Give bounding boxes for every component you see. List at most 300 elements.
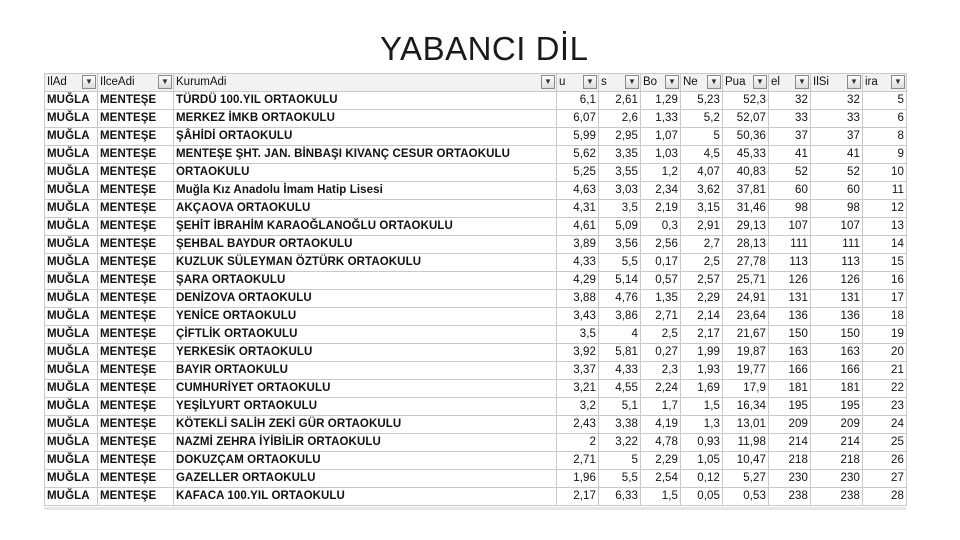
table-cell-il-ad[interactable]: MUĞLA (45, 182, 98, 200)
filter-dropdown-icon[interactable]: ▼ (583, 75, 597, 89)
table-cell-col-u[interactable]: 2 (557, 434, 599, 452)
table-cell-ilce-adi[interactable]: MENTEŞE (98, 290, 174, 308)
table-cell-col-il-sira[interactable]: 163 (811, 344, 863, 362)
table-cell-col-el[interactable]: 52 (769, 164, 811, 182)
table-cell-col-s[interactable]: 4,76 (599, 290, 641, 308)
table-cell-col-bo[interactable]: 1,33 (641, 110, 681, 128)
table-cell-col-ne[interactable]: 2,14 (681, 308, 723, 326)
table-cell-col-bo[interactable]: 2,54 (641, 470, 681, 488)
table-cell-col-puan[interactable]: 21,67 (723, 326, 769, 344)
table-cell-col-sira[interactable]: 6 (863, 110, 907, 128)
table-cell-col-sira[interactable]: 19 (863, 326, 907, 344)
table-cell-col-puan[interactable]: 24,91 (723, 290, 769, 308)
table-cell-ilce-adi[interactable]: MENTEŞE (98, 452, 174, 470)
table-cell-col-sira[interactable]: 20 (863, 344, 907, 362)
filter-dropdown-icon[interactable]: ▼ (541, 75, 555, 89)
table-row[interactable] (45, 200, 907, 218)
table-cell-col-sira[interactable]: 10 (863, 164, 907, 182)
table-cell-col-s[interactable]: 4,33 (599, 362, 641, 380)
table-cell-col-sira[interactable]: 26 (863, 452, 907, 470)
table-cell-kurum-adi[interactable]: KAFACA 100.YIL ORTAOKULU (174, 488, 557, 506)
table-cell-col-puan[interactable]: 28,13 (723, 236, 769, 254)
table-cell-col-s[interactable]: 5,5 (599, 470, 641, 488)
table-cell-col-u[interactable]: 4,31 (557, 200, 599, 218)
table-cell-kurum-adi[interactable]: KÖTEKLİ SALİH ZEKİ GÜR ORTAOKULU (174, 416, 557, 434)
table-cell-col-ne[interactable]: 3,62 (681, 182, 723, 200)
table-cell-col-bo[interactable]: 2,34 (641, 182, 681, 200)
table-cell-il-ad[interactable]: MUĞLA (45, 434, 98, 452)
table-cell-col-puan[interactable]: 16,34 (723, 398, 769, 416)
table-cell-col-il-sira[interactable]: 113 (811, 254, 863, 272)
table-cell-ilce-adi[interactable]: MENTEŞE (98, 380, 174, 398)
table-cell-il-ad[interactable]: MUĞLA (45, 326, 98, 344)
table-cell-col-sira[interactable]: 9 (863, 146, 907, 164)
filter-dropdown-icon[interactable]: ▼ (891, 75, 905, 89)
table-cell-col-puan[interactable]: 19,77 (723, 362, 769, 380)
table-cell-col-bo[interactable]: 1,7 (641, 398, 681, 416)
table-cell-col-sira[interactable]: 17 (863, 290, 907, 308)
table-cell-col-bo[interactable]: 1,35 (641, 290, 681, 308)
column-header-col-u[interactable] (557, 74, 599, 92)
table-row[interactable] (45, 110, 907, 128)
table-cell-ilce-adi[interactable]: MENTEŞE (98, 272, 174, 290)
table-cell-col-il-sira[interactable]: 60 (811, 182, 863, 200)
table-cell-kurum-adi[interactable]: AKÇAOVA ORTAOKULU (174, 200, 557, 218)
table-cell-col-ne[interactable]: 2,57 (681, 272, 723, 290)
table-row[interactable] (45, 308, 907, 326)
table-cell-col-il-sira[interactable]: 214 (811, 434, 863, 452)
table-cell-ilce-adi[interactable]: MENTEŞE (98, 344, 174, 362)
table-cell-ilce-adi[interactable]: MENTEŞE (98, 146, 174, 164)
column-header-col-il-sira[interactable] (811, 74, 863, 92)
table-row[interactable] (45, 434, 907, 452)
table-cell-col-puan[interactable]: 25,71 (723, 272, 769, 290)
table-cell-kurum-adi[interactable]: GAZELLER ORTAOKULU (174, 470, 557, 488)
table-row[interactable] (45, 416, 907, 434)
table-cell-col-bo[interactable]: 2,29 (641, 452, 681, 470)
table-cell-col-il-sira[interactable]: 195 (811, 398, 863, 416)
table-row[interactable] (45, 380, 907, 398)
table-cell-col-u[interactable]: 3,5 (557, 326, 599, 344)
table-cell-col-el[interactable]: 136 (769, 308, 811, 326)
column-header-col-puan[interactable] (723, 74, 769, 92)
table-cell-col-sira[interactable]: 21 (863, 362, 907, 380)
column-header-col-s[interactable] (599, 74, 641, 92)
table-row[interactable] (45, 128, 907, 146)
table-cell-col-il-sira[interactable]: 218 (811, 452, 863, 470)
table-cell-col-puan[interactable]: 40,83 (723, 164, 769, 182)
table-cell-kurum-adi[interactable]: NAZMİ ZEHRA İYİBİLİR ORTAOKULU (174, 434, 557, 452)
table-row[interactable] (45, 326, 907, 344)
table-cell-ilce-adi[interactable]: MENTEŞE (98, 470, 174, 488)
table-cell-col-il-sira[interactable]: 37 (811, 128, 863, 146)
table-cell-il-ad[interactable]: MUĞLA (45, 200, 98, 218)
table-cell-col-puan[interactable]: 27,78 (723, 254, 769, 272)
column-header-col-sira[interactable] (863, 74, 907, 92)
table-cell-kurum-adi[interactable]: BAYIR ORTAOKULU (174, 362, 557, 380)
table-cell-col-il-sira[interactable]: 230 (811, 470, 863, 488)
table-cell-col-bo[interactable]: 2,19 (641, 200, 681, 218)
filter-dropdown-icon[interactable]: ▼ (82, 75, 96, 89)
table-cell-col-ne[interactable]: 0,93 (681, 434, 723, 452)
table-row[interactable] (45, 272, 907, 290)
table-cell-col-puan[interactable]: 50,36 (723, 128, 769, 146)
table-cell-kurum-adi[interactable]: ÇİFTLİK ORTAOKULU (174, 326, 557, 344)
table-cell-col-bo[interactable]: 2,71 (641, 308, 681, 326)
table-cell-col-ne[interactable]: 2,29 (681, 290, 723, 308)
table-cell-col-el[interactable]: 32 (769, 92, 811, 110)
table-cell-il-ad[interactable]: MUĞLA (45, 398, 98, 416)
table-cell-ilce-adi[interactable]: MENTEŞE (98, 110, 174, 128)
table-cell-col-u[interactable]: 2,43 (557, 416, 599, 434)
table-cell-col-il-sira[interactable]: 126 (811, 272, 863, 290)
table-cell-col-bo[interactable]: 1,2 (641, 164, 681, 182)
table-cell-col-puan[interactable]: 13,01 (723, 416, 769, 434)
table-cell-col-sira[interactable]: 25 (863, 434, 907, 452)
table-cell-col-il-sira[interactable]: 111 (811, 236, 863, 254)
table-cell-col-puan[interactable]: 5,27 (723, 470, 769, 488)
table-cell-col-s[interactable]: 2,61 (599, 92, 641, 110)
table-cell-col-il-sira[interactable]: 136 (811, 308, 863, 326)
table-cell-col-el[interactable]: 107 (769, 218, 811, 236)
table-cell-col-ne[interactable]: 2,5 (681, 254, 723, 272)
table-cell-col-u[interactable]: 4,63 (557, 182, 599, 200)
table-cell-il-ad[interactable]: MUĞLA (45, 344, 98, 362)
table-cell-col-il-sira[interactable]: 98 (811, 200, 863, 218)
table-cell-col-sira[interactable]: 28 (863, 488, 907, 506)
table-cell-col-puan[interactable]: 37,81 (723, 182, 769, 200)
table-cell-kurum-adi[interactable]: YEŞİLYURT ORTAOKULU (174, 398, 557, 416)
table-cell-col-puan[interactable]: 52,3 (723, 92, 769, 110)
table-cell-col-s[interactable]: 3,38 (599, 416, 641, 434)
table-cell-col-bo[interactable]: 0,57 (641, 272, 681, 290)
table-cell-col-il-sira[interactable]: 107 (811, 218, 863, 236)
table-cell-kurum-adi[interactable]: KUZLUK SÜLEYMAN ÖZTÜRK ORTAOKULU (174, 254, 557, 272)
table-cell-ilce-adi[interactable]: MENTEŞE (98, 416, 174, 434)
table-cell-col-s[interactable]: 3,22 (599, 434, 641, 452)
table-cell-ilce-adi[interactable]: MENTEŞE (98, 128, 174, 146)
table-cell-col-u[interactable]: 3,37 (557, 362, 599, 380)
table-cell-col-ne[interactable]: 2,17 (681, 326, 723, 344)
table-cell-col-s[interactable]: 4,55 (599, 380, 641, 398)
table-cell-il-ad[interactable]: MUĞLA (45, 380, 98, 398)
table-cell-col-s[interactable]: 5,81 (599, 344, 641, 362)
table-cell-il-ad[interactable]: MUĞLA (45, 362, 98, 380)
table-cell-col-ne[interactable]: 1,69 (681, 380, 723, 398)
table-cell-col-s[interactable]: 5,1 (599, 398, 641, 416)
table-cell-col-u[interactable]: 6,1 (557, 92, 599, 110)
table-cell-kurum-adi[interactable]: ORTAOKULU (174, 164, 557, 182)
table-cell-col-ne[interactable]: 1,05 (681, 452, 723, 470)
table-cell-kurum-adi[interactable]: DOKUZÇAM ORTAOKULU (174, 452, 557, 470)
table-cell-col-ne[interactable]: 1,93 (681, 362, 723, 380)
table-cell-ilce-adi[interactable]: MENTEŞE (98, 182, 174, 200)
table-cell-kurum-adi[interactable]: Muğla Kız Anadolu İmam Hatip Lisesi (174, 182, 557, 200)
table-cell-col-bo[interactable]: 2,5 (641, 326, 681, 344)
table-cell-col-bo[interactable]: 2,24 (641, 380, 681, 398)
table-cell-col-puan[interactable]: 17,9 (723, 380, 769, 398)
table-row[interactable] (45, 488, 907, 506)
table-cell-col-s[interactable]: 4 (599, 326, 641, 344)
table-cell-il-ad[interactable]: MUĞLA (45, 452, 98, 470)
table-cell-col-u[interactable]: 3,89 (557, 236, 599, 254)
table-cell-col-puan[interactable]: 52,07 (723, 110, 769, 128)
table-cell-col-el[interactable]: 111 (769, 236, 811, 254)
table-row[interactable] (45, 290, 907, 308)
table-cell-kurum-adi[interactable]: ŞÂHİDİ ORTAOKULU (174, 128, 557, 146)
table-cell-ilce-adi[interactable]: MENTEŞE (98, 92, 174, 110)
table-cell-col-s[interactable]: 2,6 (599, 110, 641, 128)
table-cell-col-sira[interactable]: 8 (863, 128, 907, 146)
table-cell-col-bo[interactable]: 4,78 (641, 434, 681, 452)
table-cell-col-il-sira[interactable]: 209 (811, 416, 863, 434)
table-cell-il-ad[interactable]: MUĞLA (45, 236, 98, 254)
table-cell-col-il-sira[interactable]: 238 (811, 488, 863, 506)
table-cell-kurum-adi[interactable]: MENTEŞE ŞHT. JAN. BİNBAŞI KIVANÇ CESUR ORTAOKULU (174, 146, 557, 164)
table-cell-col-s[interactable]: 5,14 (599, 272, 641, 290)
table-cell-col-s[interactable]: 5 (599, 452, 641, 470)
table-row[interactable] (45, 146, 907, 164)
table-cell-col-u[interactable]: 5,25 (557, 164, 599, 182)
table-cell-col-sira[interactable]: 27 (863, 470, 907, 488)
table-row[interactable] (45, 470, 907, 488)
table-cell-il-ad[interactable]: MUĞLA (45, 92, 98, 110)
table-cell-col-u[interactable]: 3,2 (557, 398, 599, 416)
filter-dropdown-icon[interactable]: ▼ (795, 75, 809, 89)
table-cell-col-s[interactable]: 3,86 (599, 308, 641, 326)
table-cell-col-ne[interactable]: 5,23 (681, 92, 723, 110)
table-row[interactable] (45, 218, 907, 236)
table-cell-col-puan[interactable]: 31,46 (723, 200, 769, 218)
table-cell-col-puan[interactable]: 23,64 (723, 308, 769, 326)
table-cell-kurum-adi[interactable]: ŞARA ORTAOKULU (174, 272, 557, 290)
table-cell-col-il-sira[interactable]: 166 (811, 362, 863, 380)
table-cell-col-el[interactable]: 166 (769, 362, 811, 380)
table-cell-col-el[interactable]: 230 (769, 470, 811, 488)
column-header-il-ad[interactable] (45, 74, 98, 92)
table-cell-ilce-adi[interactable]: MENTEŞE (98, 254, 174, 272)
table-cell-col-u[interactable]: 2,71 (557, 452, 599, 470)
table-cell-ilce-adi[interactable]: MENTEŞE (98, 362, 174, 380)
table-cell-col-el[interactable]: 113 (769, 254, 811, 272)
table-cell-col-s[interactable]: 3,55 (599, 164, 641, 182)
table-cell-il-ad[interactable]: MUĞLA (45, 470, 98, 488)
table-cell-col-ne[interactable]: 5,2 (681, 110, 723, 128)
table-cell-col-bo[interactable]: 4,19 (641, 416, 681, 434)
column-header-ilce-adi[interactable] (98, 74, 174, 92)
table-cell-col-il-sira[interactable]: 150 (811, 326, 863, 344)
table-cell-kurum-adi[interactable]: TÜRDÜ 100.YIL ORTAOKULU (174, 92, 557, 110)
table-cell-col-el[interactable]: 218 (769, 452, 811, 470)
table-cell-col-il-sira[interactable]: 33 (811, 110, 863, 128)
table-cell-kurum-adi[interactable]: DENİZOVA ORTAOKULU (174, 290, 557, 308)
table-cell-col-el[interactable]: 163 (769, 344, 811, 362)
table-cell-col-el[interactable]: 41 (769, 146, 811, 164)
table-cell-col-bo[interactable]: 1,03 (641, 146, 681, 164)
table-cell-col-ne[interactable]: 0,12 (681, 470, 723, 488)
table-cell-il-ad[interactable]: MUĞLA (45, 272, 98, 290)
table-cell-col-u[interactable]: 4,33 (557, 254, 599, 272)
table-cell-col-ne[interactable]: 1,5 (681, 398, 723, 416)
table-cell-col-ne[interactable]: 0,05 (681, 488, 723, 506)
table-cell-col-u[interactable]: 5,62 (557, 146, 599, 164)
table-cell-col-sira[interactable]: 11 (863, 182, 907, 200)
table-cell-il-ad[interactable]: MUĞLA (45, 128, 98, 146)
table-cell-col-s[interactable]: 6,33 (599, 488, 641, 506)
table-row[interactable] (45, 344, 907, 362)
table-cell-col-el[interactable]: 150 (769, 326, 811, 344)
table-cell-col-puan[interactable]: 10,47 (723, 452, 769, 470)
table-cell-col-el[interactable]: 195 (769, 398, 811, 416)
table-cell-col-el[interactable]: 131 (769, 290, 811, 308)
table-cell-col-sira[interactable]: 18 (863, 308, 907, 326)
table-row[interactable] (45, 236, 907, 254)
table-cell-col-u[interactable]: 4,29 (557, 272, 599, 290)
table-cell-col-u[interactable]: 3,92 (557, 344, 599, 362)
table-cell-kurum-adi[interactable]: YERKESİK ORTAOKULU (174, 344, 557, 362)
table-cell-col-ne[interactable]: 3,15 (681, 200, 723, 218)
table-cell-col-el[interactable]: 238 (769, 488, 811, 506)
table-cell-ilce-adi[interactable]: MENTEŞE (98, 236, 174, 254)
table-cell-col-u[interactable]: 5,99 (557, 128, 599, 146)
table-cell-col-bo[interactable]: 2,56 (641, 236, 681, 254)
table-cell-il-ad[interactable]: MUĞLA (45, 218, 98, 236)
table-cell-col-el[interactable]: 98 (769, 200, 811, 218)
table-cell-il-ad[interactable]: MUĞLA (45, 254, 98, 272)
table-row[interactable] (45, 182, 907, 200)
filter-dropdown-icon[interactable]: ▼ (847, 75, 861, 89)
filter-dropdown-icon[interactable]: ▼ (158, 75, 172, 89)
column-header-col-el[interactable] (769, 74, 811, 92)
table-cell-col-s[interactable]: 3,35 (599, 146, 641, 164)
table-cell-col-el[interactable]: 181 (769, 380, 811, 398)
table-cell-col-u[interactable]: 2,17 (557, 488, 599, 506)
table-cell-col-ne[interactable]: 2,91 (681, 218, 723, 236)
table-row[interactable] (45, 164, 907, 182)
table-cell-col-bo[interactable]: 0,17 (641, 254, 681, 272)
table-cell-col-sira[interactable]: 16 (863, 272, 907, 290)
table-cell-col-s[interactable]: 3,56 (599, 236, 641, 254)
table-cell-col-il-sira[interactable]: 131 (811, 290, 863, 308)
table-cell-col-puan[interactable]: 29,13 (723, 218, 769, 236)
table-cell-col-u[interactable]: 3,88 (557, 290, 599, 308)
table-cell-col-bo[interactable]: 2,3 (641, 362, 681, 380)
table-cell-kurum-adi[interactable]: CUMHURİYET ORTAOKULU (174, 380, 557, 398)
table-cell-col-el[interactable]: 33 (769, 110, 811, 128)
table-cell-il-ad[interactable]: MUĞLA (45, 290, 98, 308)
table-cell-col-el[interactable]: 214 (769, 434, 811, 452)
table-cell-col-sira[interactable]: 22 (863, 380, 907, 398)
table-cell-col-u[interactable]: 4,61 (557, 218, 599, 236)
table-cell-col-bo[interactable]: 0,27 (641, 344, 681, 362)
table-cell-col-sira[interactable]: 5 (863, 92, 907, 110)
table-cell-kurum-adi[interactable]: ŞEHİT İBRAHİM KARAOĞLANOĞLU ORTAOKULU (174, 218, 557, 236)
table-cell-col-s[interactable]: 3,03 (599, 182, 641, 200)
table-cell-col-bo[interactable]: 1,07 (641, 128, 681, 146)
table-cell-ilce-adi[interactable]: MENTEŞE (98, 488, 174, 506)
table-cell-ilce-adi[interactable]: MENTEŞE (98, 326, 174, 344)
filter-dropdown-icon[interactable]: ▼ (625, 75, 639, 89)
table-row[interactable] (45, 362, 907, 380)
table-cell-col-bo[interactable]: 1,5 (641, 488, 681, 506)
table-cell-kurum-adi[interactable]: YENİCE ORTAOKULU (174, 308, 557, 326)
table-cell-il-ad[interactable]: MUĞLA (45, 416, 98, 434)
table-cell-col-ne[interactable]: 4,5 (681, 146, 723, 164)
table-cell-col-il-sira[interactable]: 32 (811, 92, 863, 110)
table-cell-il-ad[interactable]: MUĞLA (45, 164, 98, 182)
table-cell-ilce-adi[interactable]: MENTEŞE (98, 164, 174, 182)
column-header-col-ne[interactable] (681, 74, 723, 92)
table-cell-col-s[interactable]: 5,5 (599, 254, 641, 272)
table-cell-il-ad[interactable]: MUĞLA (45, 146, 98, 164)
column-header-kurum-adi[interactable] (174, 74, 557, 92)
filter-dropdown-icon[interactable]: ▼ (753, 75, 767, 89)
table-cell-col-el[interactable]: 126 (769, 272, 811, 290)
table-cell-col-sira[interactable]: 15 (863, 254, 907, 272)
table-cell-il-ad[interactable]: MUĞLA (45, 308, 98, 326)
table-cell-col-sira[interactable]: 24 (863, 416, 907, 434)
table-cell-col-bo[interactable]: 0,3 (641, 218, 681, 236)
table-cell-col-puan[interactable]: 45,33 (723, 146, 769, 164)
table-cell-kurum-adi[interactable]: MERKEZ İMKB ORTAOKULU (174, 110, 557, 128)
table-cell-col-u[interactable]: 3,21 (557, 380, 599, 398)
table-row[interactable] (45, 398, 907, 416)
table-cell-col-ne[interactable]: 4,07 (681, 164, 723, 182)
table-cell-col-u[interactable]: 6,07 (557, 110, 599, 128)
table-cell-il-ad[interactable]: MUĞLA (45, 488, 98, 506)
column-header-label: ira (865, 76, 878, 88)
table-cell-ilce-adi[interactable]: MENTEŞE (98, 218, 174, 236)
table-cell-col-ne[interactable]: 1,99 (681, 344, 723, 362)
table-row[interactable] (45, 92, 907, 110)
table-cell-ilce-adi[interactable]: MENTEŞE (98, 308, 174, 326)
column-header-col-bo[interactable] (641, 74, 681, 92)
table-cell-col-il-sira[interactable]: 41 (811, 146, 863, 164)
table-cell-col-il-sira[interactable]: 52 (811, 164, 863, 182)
table-cell-col-ne[interactable]: 5 (681, 128, 723, 146)
filter-dropdown-icon[interactable]: ▼ (707, 75, 721, 89)
column-header-label: IlceAdi (100, 76, 135, 88)
table-cell-col-sira[interactable]: 23 (863, 398, 907, 416)
table-row[interactable] (45, 254, 907, 272)
table-cell-ilce-adi[interactable]: MENTEŞE (98, 200, 174, 218)
table-cell-col-bo[interactable]: 1,29 (641, 92, 681, 110)
table-cell-col-sira[interactable]: 13 (863, 218, 907, 236)
table-cell-col-ne[interactable]: 1,3 (681, 416, 723, 434)
table-cell-ilce-adi[interactable]: MENTEŞE (98, 434, 174, 452)
table-cell-col-sira[interactable]: 14 (863, 236, 907, 254)
filter-dropdown-icon[interactable]: ▼ (665, 75, 679, 89)
table-row[interactable] (45, 452, 907, 470)
table-cell-col-il-sira[interactable]: 181 (811, 380, 863, 398)
table-cell-col-u[interactable]: 3,43 (557, 308, 599, 326)
table-cell-col-s[interactable]: 3,5 (599, 200, 641, 218)
table-cell-col-el[interactable]: 209 (769, 416, 811, 434)
table-cell-col-el[interactable]: 60 (769, 182, 811, 200)
table-cell-col-puan[interactable]: 11,98 (723, 434, 769, 452)
table-cell-col-puan[interactable]: 0,53 (723, 488, 769, 506)
table-cell-il-ad[interactable]: MUĞLA (45, 110, 98, 128)
table-cell-kurum-adi[interactable]: ŞEHBAL BAYDUR ORTAOKULU (174, 236, 557, 254)
table-cell-col-puan[interactable]: 19,87 (723, 344, 769, 362)
table-cell-col-sira[interactable]: 12 (863, 200, 907, 218)
table-cell-ilce-adi[interactable]: MENTEŞE (98, 398, 174, 416)
table-cell-col-s[interactable]: 5,09 (599, 218, 641, 236)
table-cell-col-ne[interactable]: 2,7 (681, 236, 723, 254)
table-cell-col-u[interactable]: 1,96 (557, 470, 599, 488)
table-cell-col-s[interactable]: 2,95 (599, 128, 641, 146)
table-cell-col-el[interactable]: 37 (769, 128, 811, 146)
